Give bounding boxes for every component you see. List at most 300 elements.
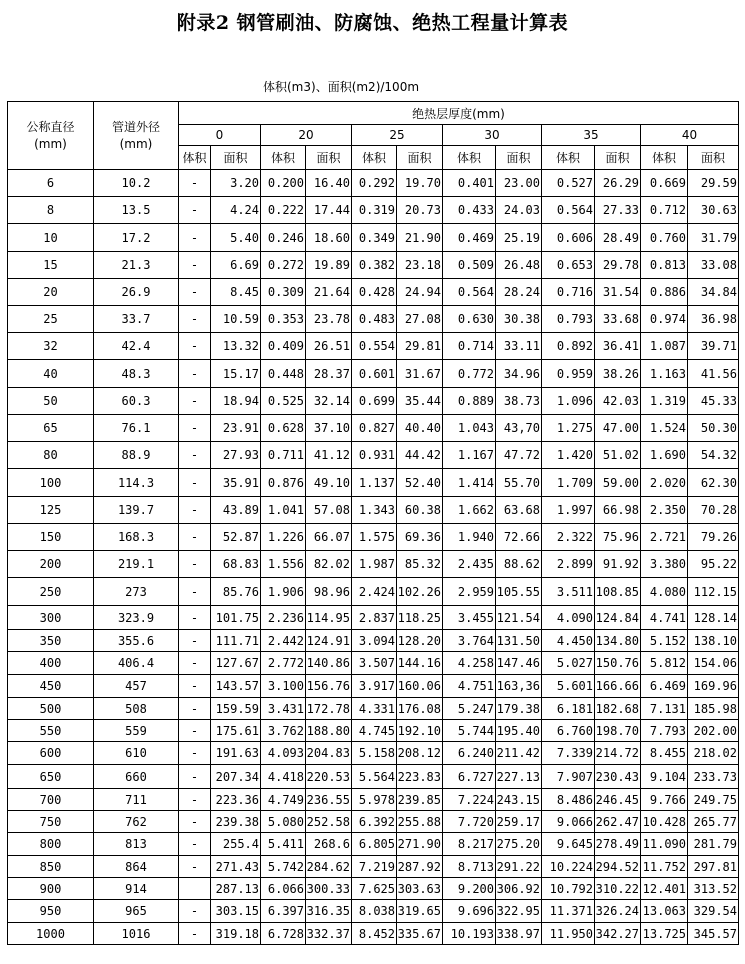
table-row — [8, 765, 739, 789]
area-cell: 147.46 — [496, 652, 542, 675]
volume-cell: 8.217 — [443, 833, 496, 856]
outer-diameter-cell: 21.3 — [94, 252, 179, 279]
volume-cell: - — [179, 652, 211, 675]
area-cell: 52.40 — [397, 469, 443, 497]
volume-cell: 6.760 — [542, 720, 595, 742]
area-cell: 31.54 — [595, 279, 641, 306]
area-cell: 150.76 — [595, 652, 641, 675]
header-volume: 体积 — [542, 146, 595, 170]
volume-cell: 3.380 — [641, 551, 688, 578]
nominal-diameter-cell: 300 — [8, 606, 94, 630]
area-cell: 306.92 — [496, 878, 542, 900]
volume-cell: 4.749 — [261, 789, 306, 811]
volume-cell: 1.524 — [641, 415, 688, 442]
volume-cell: 7.339 — [542, 742, 595, 765]
volume-cell: - — [179, 789, 211, 811]
table-row — [8, 900, 739, 923]
nominal-diameter-cell: 350 — [8, 630, 94, 652]
area-cell: 33.68 — [595, 306, 641, 333]
volume-cell: 9.104 — [641, 765, 688, 789]
volume-cell: 3.764 — [443, 630, 496, 652]
nominal-diameter-cell: 800 — [8, 833, 94, 856]
area-cell: 249.75 — [688, 789, 739, 811]
units-note: 体积(m3)、面积(m2)/100m — [263, 80, 420, 94]
outer-diameter-cell: 323.9 — [94, 606, 179, 630]
area-cell: 88.62 — [496, 551, 542, 578]
area-cell: 35.44 — [397, 388, 443, 415]
volume-cell: 1.690 — [641, 442, 688, 469]
area-cell: 17.44 — [306, 197, 352, 224]
area-cell: 21.90 — [397, 224, 443, 252]
area-cell: 128.14 — [688, 606, 739, 630]
area-cell: 101.75 — [211, 606, 261, 630]
volume-cell: 6.469 — [641, 675, 688, 698]
table-row — [8, 630, 739, 652]
area-cell: 326.24 — [595, 900, 641, 923]
volume-cell: - — [179, 811, 211, 833]
volume-cell: 2.772 — [261, 652, 306, 675]
area-cell: 34.84 — [688, 279, 739, 306]
area-cell: 154.06 — [688, 652, 739, 675]
area-cell: 16.40 — [306, 170, 352, 197]
header-thickness: 40 — [641, 125, 739, 146]
area-cell: 41.12 — [306, 442, 352, 469]
volume-cell: 7.907 — [542, 765, 595, 789]
volume-cell: 0.428 — [352, 279, 397, 306]
volume-cell: 0.564 — [443, 279, 496, 306]
volume-cell: 1.226 — [261, 524, 306, 551]
area-cell: 255.88 — [397, 811, 443, 833]
table-row — [8, 333, 739, 360]
volume-cell: 6.181 — [542, 698, 595, 720]
volume-cell: 0.525 — [261, 388, 306, 415]
outer-diameter-cell: 965 — [94, 900, 179, 923]
area-cell: 313.52 — [688, 878, 739, 900]
outer-diameter-cell: 711 — [94, 789, 179, 811]
volume-cell: 2.435 — [443, 551, 496, 578]
volume-cell: - — [179, 333, 211, 360]
volume-cell: 3.455 — [443, 606, 496, 630]
volume-cell: 4.418 — [261, 765, 306, 789]
area-cell: 342.27 — [595, 923, 641, 945]
area-cell: 218.02 — [688, 742, 739, 765]
header-area: 面积 — [306, 146, 352, 170]
volume-cell: - — [179, 578, 211, 606]
table-row — [8, 224, 739, 252]
volume-cell: 1.319 — [641, 388, 688, 415]
area-cell: 3.20 — [211, 170, 261, 197]
volume-cell: 2.899 — [542, 551, 595, 578]
area-cell: 15.17 — [211, 360, 261, 388]
volume-cell: 1.709 — [542, 469, 595, 497]
area-cell: 208.12 — [397, 742, 443, 765]
volume-cell: 9.200 — [443, 878, 496, 900]
volume-cell: 0.509 — [443, 252, 496, 279]
area-cell: 236.55 — [306, 789, 352, 811]
area-cell: 230.43 — [595, 765, 641, 789]
area-cell: 47.72 — [496, 442, 542, 469]
table-row — [8, 878, 739, 900]
area-cell: 259.17 — [496, 811, 542, 833]
volume-cell: 1.343 — [352, 497, 397, 524]
volume-cell: 0.889 — [443, 388, 496, 415]
area-cell: 23.78 — [306, 306, 352, 333]
area-cell: 140.86 — [306, 652, 352, 675]
volume-cell: 7.219 — [352, 856, 397, 878]
table-row — [8, 442, 739, 469]
volume-cell: 6.728 — [261, 923, 306, 945]
volume-cell: 11.752 — [641, 856, 688, 878]
volume-cell: 0.886 — [641, 279, 688, 306]
outer-diameter-cell: 660 — [94, 765, 179, 789]
volume-cell: 1.041 — [261, 497, 306, 524]
volume-cell: - — [179, 279, 211, 306]
area-cell: 291.22 — [496, 856, 542, 878]
volume-cell: 5.742 — [261, 856, 306, 878]
area-cell: 44.42 — [397, 442, 443, 469]
outer-diameter-cell: 17.2 — [94, 224, 179, 252]
nominal-diameter-cell: 10 — [8, 224, 94, 252]
volume-cell: 1.575 — [352, 524, 397, 551]
table-row — [8, 606, 739, 630]
area-cell: 27.93 — [211, 442, 261, 469]
outer-diameter-cell: 864 — [94, 856, 179, 878]
volume-cell: 0.628 — [261, 415, 306, 442]
volume-cell: 6.727 — [443, 765, 496, 789]
area-cell: 112.15 — [688, 578, 739, 606]
nominal-diameter-cell: 550 — [8, 720, 94, 742]
volume-cell: - — [179, 360, 211, 388]
area-cell: 233.73 — [688, 765, 739, 789]
area-cell: 265.77 — [688, 811, 739, 833]
outer-diameter-cell: 168.3 — [94, 524, 179, 551]
volume-cell: - — [179, 224, 211, 252]
header-thickness: 20 — [261, 125, 352, 146]
volume-cell: 0.760 — [641, 224, 688, 252]
nominal-diameter-cell: 850 — [8, 856, 94, 878]
nominal-diameter-cell: 6 — [8, 170, 94, 197]
nominal-diameter-cell: 400 — [8, 652, 94, 675]
volume-cell: 0.554 — [352, 333, 397, 360]
area-cell: 25.19 — [496, 224, 542, 252]
outer-diameter-cell: 13.5 — [94, 197, 179, 224]
header-insulation-thickness: 绝热层厚度(mm) — [179, 102, 739, 125]
outer-diameter-cell: 273 — [94, 578, 179, 606]
outer-diameter-cell: 914 — [94, 878, 179, 900]
area-cell: 159.59 — [211, 698, 261, 720]
area-cell: 5.40 — [211, 224, 261, 252]
outer-diameter-cell: 508 — [94, 698, 179, 720]
area-cell: 195.40 — [496, 720, 542, 742]
nominal-diameter-cell: 450 — [8, 675, 94, 698]
header-area: 面积 — [595, 146, 641, 170]
table-row — [8, 469, 739, 497]
area-cell: 28.37 — [306, 360, 352, 388]
area-cell: 252.58 — [306, 811, 352, 833]
area-cell: 59.00 — [595, 469, 641, 497]
area-cell: 33.08 — [688, 252, 739, 279]
table-row — [8, 923, 739, 945]
area-cell: 185.98 — [688, 698, 739, 720]
header-volume: 体积 — [179, 146, 211, 170]
area-cell: 29.78 — [595, 252, 641, 279]
area-cell: 38.26 — [595, 360, 641, 388]
outer-diameter-cell: 139.7 — [94, 497, 179, 524]
volume-cell: - — [179, 856, 211, 878]
volume-cell: 2.350 — [641, 497, 688, 524]
header-thickness: 0 — [179, 125, 261, 146]
volume-cell: 1.137 — [352, 469, 397, 497]
volume-cell: 0.527 — [542, 170, 595, 197]
area-cell: 316.35 — [306, 900, 352, 923]
header-volume: 体积 — [261, 146, 306, 170]
outer-diameter-cell: 10.2 — [94, 170, 179, 197]
volume-cell: 0.319 — [352, 197, 397, 224]
volume-cell: 0.653 — [542, 252, 595, 279]
volume-cell: 4.093 — [261, 742, 306, 765]
volume-cell: 4.090 — [542, 606, 595, 630]
page-title: 附录2 钢管刷油、防腐蚀、绝热工程量计算表 — [176, 12, 569, 34]
area-cell: 223.36 — [211, 789, 261, 811]
volume-cell: 6.805 — [352, 833, 397, 856]
volume-cell: 5.411 — [261, 833, 306, 856]
area-cell: 102.26 — [397, 578, 443, 606]
area-cell: 8.45 — [211, 279, 261, 306]
volume-cell: - — [179, 197, 211, 224]
nominal-diameter-cell: 100 — [8, 469, 94, 497]
nominal-diameter-cell: 650 — [8, 765, 94, 789]
nominal-diameter-cell: 150 — [8, 524, 94, 551]
volume-cell: 0.813 — [641, 252, 688, 279]
area-cell: 143.57 — [211, 675, 261, 698]
area-cell: 188.80 — [306, 720, 352, 742]
volume-cell: 1.556 — [261, 551, 306, 578]
area-cell: 30.38 — [496, 306, 542, 333]
volume-cell: 1.414 — [443, 469, 496, 497]
area-cell: 32.14 — [306, 388, 352, 415]
area-cell: 160.06 — [397, 675, 443, 698]
volume-cell: 0.601 — [352, 360, 397, 388]
area-cell: 303.15 — [211, 900, 261, 923]
volume-cell: 0.483 — [352, 306, 397, 333]
area-cell: 322.95 — [496, 900, 542, 923]
nominal-diameter-cell: 600 — [8, 742, 94, 765]
outer-diameter-cell: 88.9 — [94, 442, 179, 469]
area-cell: 55.70 — [496, 469, 542, 497]
volume-cell: 4.741 — [641, 606, 688, 630]
volume-cell: 11.950 — [542, 923, 595, 945]
area-cell: 85.32 — [397, 551, 443, 578]
volume-cell: 0.772 — [443, 360, 496, 388]
volume-cell: 1.167 — [443, 442, 496, 469]
volume-cell: 1.940 — [443, 524, 496, 551]
volume-cell: 3.917 — [352, 675, 397, 698]
nominal-diameter-cell: 750 — [8, 811, 94, 833]
volume-cell: - — [179, 630, 211, 652]
volume-cell: 6.392 — [352, 811, 397, 833]
volume-cell: 7.625 — [352, 878, 397, 900]
area-cell: 131.50 — [496, 630, 542, 652]
volume-cell: 8.455 — [641, 742, 688, 765]
area-cell: 128.20 — [397, 630, 443, 652]
area-cell: 13.32 — [211, 333, 261, 360]
area-cell: 85.76 — [211, 578, 261, 606]
volume-cell: - — [179, 765, 211, 789]
area-cell: 243.15 — [496, 789, 542, 811]
area-cell: 118.25 — [397, 606, 443, 630]
area-cell: 278.49 — [595, 833, 641, 856]
volume-cell: 0.714 — [443, 333, 496, 360]
volume-cell: 5.744 — [443, 720, 496, 742]
volume-cell: 1.997 — [542, 497, 595, 524]
outer-diameter-cell: 559 — [94, 720, 179, 742]
nominal-diameter-cell: 65 — [8, 415, 94, 442]
table-row — [8, 497, 739, 524]
area-cell: 127.67 — [211, 652, 261, 675]
area-cell: 345.57 — [688, 923, 739, 945]
volume-cell: 0.382 — [352, 252, 397, 279]
area-cell: 30.63 — [688, 197, 739, 224]
area-cell: 18.94 — [211, 388, 261, 415]
table-row — [8, 524, 739, 551]
volume-cell: 6.397 — [261, 900, 306, 923]
volume-cell: 2.442 — [261, 630, 306, 652]
area-cell: 105.55 — [496, 578, 542, 606]
area-cell: 70.28 — [688, 497, 739, 524]
area-cell: 294.52 — [595, 856, 641, 878]
volume-cell: 10.193 — [443, 923, 496, 945]
area-cell: 108.85 — [595, 578, 641, 606]
table-row — [8, 698, 739, 720]
volume-cell: 9.066 — [542, 811, 595, 833]
volume-cell: 9.696 — [443, 900, 496, 923]
volume-cell: 0.469 — [443, 224, 496, 252]
area-cell: 38.73 — [496, 388, 542, 415]
area-cell: 95.22 — [688, 551, 739, 578]
outer-diameter-cell: 457 — [94, 675, 179, 698]
outer-diameter-cell: 762 — [94, 811, 179, 833]
area-cell: 26.29 — [595, 170, 641, 197]
volume-cell: 1.906 — [261, 578, 306, 606]
volume-cell: 5.812 — [641, 652, 688, 675]
area-cell: 33.11 — [496, 333, 542, 360]
volume-cell: - — [179, 675, 211, 698]
area-cell: 223.83 — [397, 765, 443, 789]
volume-cell: 7.720 — [443, 811, 496, 833]
area-cell: 63.68 — [496, 497, 542, 524]
area-cell: 23.91 — [211, 415, 261, 442]
volume-cell: 0.606 — [542, 224, 595, 252]
area-cell: 47.00 — [595, 415, 641, 442]
area-cell: 268.6 — [306, 833, 352, 856]
area-cell: 31.67 — [397, 360, 443, 388]
nominal-diameter-cell: 50 — [8, 388, 94, 415]
area-cell: 114.95 — [306, 606, 352, 630]
volume-cell: 2.236 — [261, 606, 306, 630]
volume-cell: 5.158 — [352, 742, 397, 765]
area-cell: 79.26 — [688, 524, 739, 551]
volume-cell: - — [179, 833, 211, 856]
area-cell: 50.30 — [688, 415, 739, 442]
volume-cell: 0.409 — [261, 333, 306, 360]
table-row — [8, 551, 739, 578]
volume-cell: - — [179, 551, 211, 578]
volume-cell: 13.725 — [641, 923, 688, 945]
area-cell: 124.84 — [595, 606, 641, 630]
volume-cell: 3.431 — [261, 698, 306, 720]
area-cell: 82.02 — [306, 551, 352, 578]
volume-cell: - — [179, 742, 211, 765]
area-cell: 68.83 — [211, 551, 261, 578]
outer-diameter-cell: 1016 — [94, 923, 179, 945]
area-cell: 4.24 — [211, 197, 261, 224]
volume-cell: 1.087 — [641, 333, 688, 360]
volume-cell: 0.309 — [261, 279, 306, 306]
nominal-diameter-cell: 200 — [8, 551, 94, 578]
volume-cell: 9.645 — [542, 833, 595, 856]
nominal-diameter-cell: 900 — [8, 878, 94, 900]
volume-cell: 0.433 — [443, 197, 496, 224]
area-cell: 36.98 — [688, 306, 739, 333]
area-cell: 175.61 — [211, 720, 261, 742]
volume-cell: 0.876 — [261, 469, 306, 497]
area-cell: 27.08 — [397, 306, 443, 333]
volume-cell: - — [179, 415, 211, 442]
volume-cell: - — [179, 170, 211, 197]
volume-cell: 5.247 — [443, 698, 496, 720]
volume-cell: 4.450 — [542, 630, 595, 652]
volume-cell: 2.837 — [352, 606, 397, 630]
outer-diameter-cell: 48.3 — [94, 360, 179, 388]
area-cell: 239.38 — [211, 811, 261, 833]
table-row — [8, 388, 739, 415]
area-cell: 27.33 — [595, 197, 641, 224]
volume-cell: 2.424 — [352, 578, 397, 606]
area-cell: 211.42 — [496, 742, 542, 765]
table-row — [8, 197, 739, 224]
outer-diameter-cell: 219.1 — [94, 551, 179, 578]
volume-cell: 0.699 — [352, 388, 397, 415]
area-cell: 192.10 — [397, 720, 443, 742]
area-cell: 204.83 — [306, 742, 352, 765]
area-cell: 40.40 — [397, 415, 443, 442]
table-row — [8, 675, 739, 698]
calculation-table — [7, 101, 739, 945]
volume-cell: 5.080 — [261, 811, 306, 833]
area-cell: 21.64 — [306, 279, 352, 306]
volume-cell: 8.486 — [542, 789, 595, 811]
table-row — [8, 415, 739, 442]
volume-cell: 0.711 — [261, 442, 306, 469]
area-cell: 121.54 — [496, 606, 542, 630]
area-cell: 284.62 — [306, 856, 352, 878]
volume-cell: 0.959 — [542, 360, 595, 388]
volume-cell: 0.292 — [352, 170, 397, 197]
area-cell: 182.68 — [595, 698, 641, 720]
volume-cell: 0.246 — [261, 224, 306, 252]
header-area: 面积 — [496, 146, 542, 170]
area-cell: 49.10 — [306, 469, 352, 497]
volume-cell: - — [179, 720, 211, 742]
header-thickness: 30 — [443, 125, 542, 146]
area-cell: 31.79 — [688, 224, 739, 252]
table-row — [8, 720, 739, 742]
nominal-diameter-cell: 500 — [8, 698, 94, 720]
volume-cell: 5.564 — [352, 765, 397, 789]
nominal-diameter-cell: 1000 — [8, 923, 94, 945]
volume-cell: 0.222 — [261, 197, 306, 224]
volume-cell: 1.420 — [542, 442, 595, 469]
